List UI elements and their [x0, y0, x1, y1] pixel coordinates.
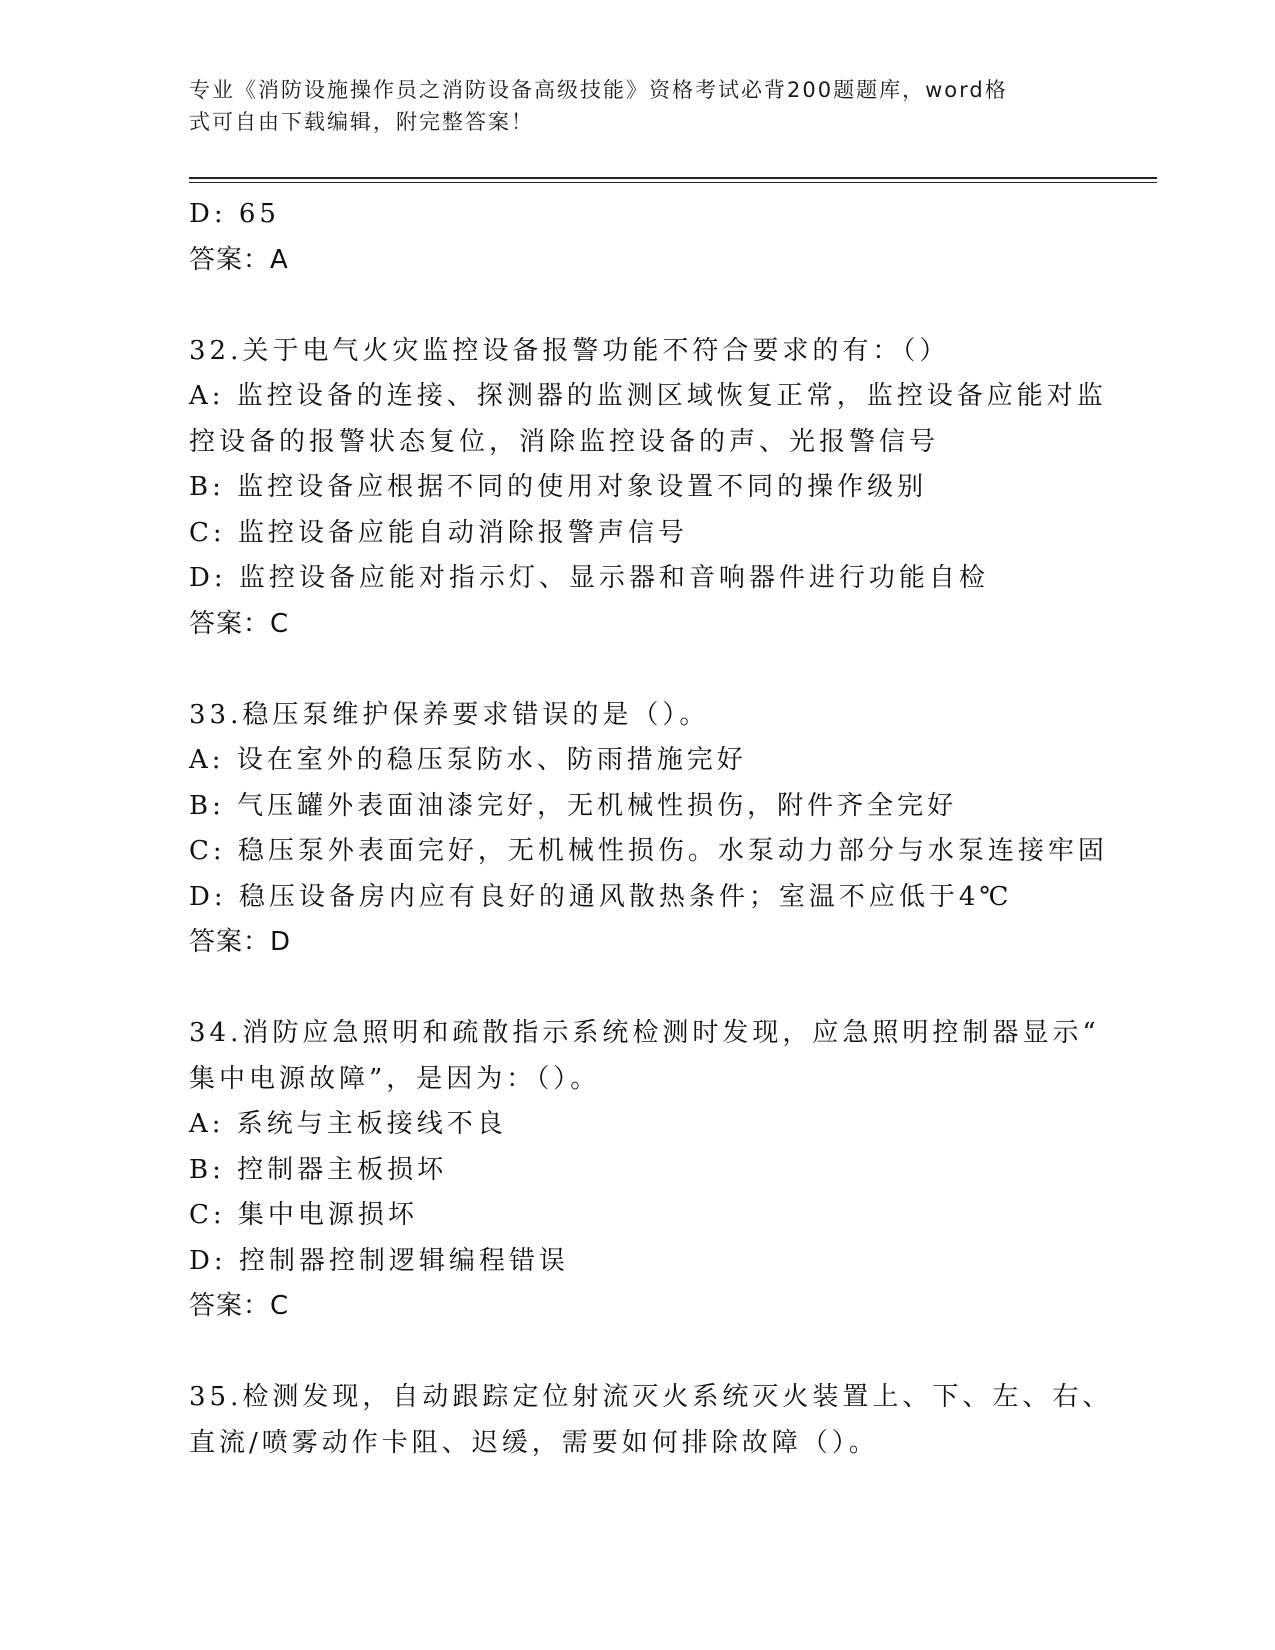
question-block — [189, 693, 1108, 966]
spacer — [189, 647, 1089, 693]
option-a: A: 系统与主板接线不良 — [189, 1109, 507, 1139]
spacer — [189, 283, 1089, 329]
question-block — [189, 1375, 1113, 1466]
option-b: B: 气压罐外表面油漆完好，无机械性损伤，附件齐全完好 — [189, 790, 958, 821]
spacer — [189, 1330, 1089, 1376]
prev-answer: 答案：A — [189, 244, 289, 275]
option-b: B: 监控设备应根据不同的使用对象设置不同的操作级别 — [189, 472, 928, 502]
option-d: D: 监控设备应能对指示灯、显示器和音响器件进行功能自检 — [189, 563, 989, 593]
option-a: A: 监控设备的连接、探测器的监测区域恢复正常，监控设备应能对监 — [189, 381, 1107, 411]
question-stem-continued: 集中电源故障”，是因为：（）。 — [189, 1063, 601, 1094]
spacer — [189, 966, 1089, 1012]
document-header — [189, 74, 1089, 138]
question-block — [189, 329, 1107, 648]
option-d: D: 控制器控制逻辑编程错误 — [189, 1245, 569, 1276]
question-stem-continued: 直流/喷雾动作卡阻、迟缓，需要如何排除故障（）。 — [189, 1427, 879, 1458]
option-a-continued: 控设备的报警状态复位，消除监控设备的声、光报警信号 — [189, 426, 940, 457]
option-d: D: 稳压设备房内应有良好的通风散热条件；室温不应低于4℃ — [189, 881, 1013, 912]
option-c: C: 集中电源损坏 — [189, 1200, 418, 1230]
header-line-1: 专业《消防设施操作员之消防设备高级技能》资格考试必背200题题库，word格 — [189, 78, 1008, 102]
answer: 答案：C — [189, 608, 290, 639]
option-c: C: 稳压泵外表面完好，无机械性损伤。水泵动力部分与水泵连接牢固 — [189, 836, 1108, 866]
header-line-2: 式可自由下载编辑，附完整答案！ — [189, 110, 534, 134]
header-divider-thick — [189, 177, 1157, 179]
option-b: B: 控制器主板损坏 — [189, 1154, 448, 1185]
question-block — [189, 1011, 1100, 1330]
answer: 答案：C — [189, 1291, 290, 1321]
answer: 答案：D — [189, 927, 292, 957]
question-stem: 35.检测发现，自动跟踪定位射流灭火系统灭火装置上、下、左、右、 — [189, 1382, 1113, 1412]
question-stem: 33.稳压泵维护保养要求错误的是（）。 — [189, 699, 710, 730]
question-stem: 32.关于电气火灾监控设备报警功能不符合要求的有：（） — [189, 335, 950, 366]
option-c: C: 监控设备应能自动消除报警声信号 — [189, 517, 688, 548]
prev-option-d: D: 65 — [189, 199, 280, 229]
question-list — [189, 192, 1113, 1466]
option-a: A: 设在室外的稳压泵防水、防雨措施完好 — [189, 745, 747, 775]
header-divider-thin — [189, 182, 1157, 183]
question-stem: 34.消防应急照明和疏散指示系统检测时发现，应急照明控制器显示“ — [189, 1018, 1100, 1048]
